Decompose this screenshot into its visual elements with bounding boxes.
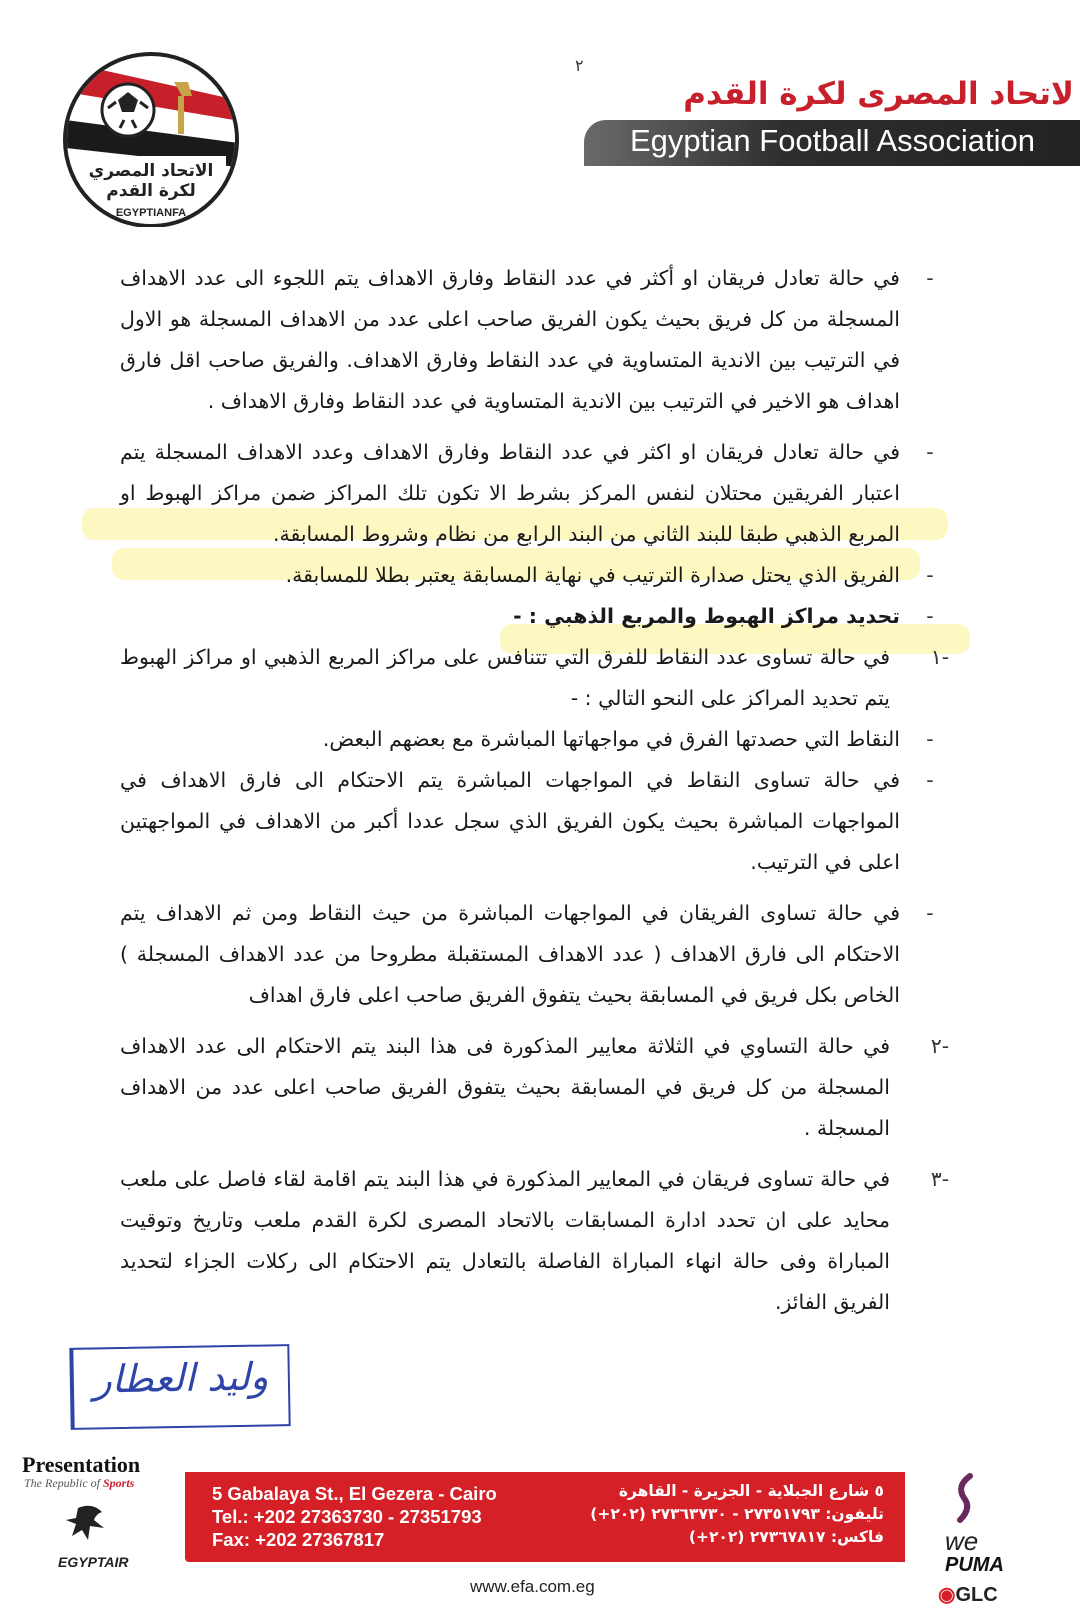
paragraph-text: في حالة تعادل فريقان او اكثر في عدد النقاط وفارق الاهداف وعدد الاهداف المسجلة يتم اعتبار الفريقين محتلان لنفس المركز بشرط الا تكون تلك المراكز ضمن مراكز الهبوط او المربع الذهبي طبقا للبند الثاني من البند الرابع من نظام وشروط المسابقة.: [120, 440, 900, 546]
list-item: [120, 1159, 950, 1323]
org-name-arabic: لاتحاد المصرى لكرة القدم: [683, 76, 1074, 112]
glc-label: GLC: [955, 1584, 998, 1606]
list-marker: -١: [930, 645, 950, 669]
paragraph-text: في حالة تساوى النقاط في المواجهات المباشرة يتم الاحتكام الى فارق الاهداف في المواجهات المباشرة بحيث يكون الفريق الذي سجل عددا أكبر من الاهداف في المواجهتين اعلى في الترتيب.: [120, 768, 900, 874]
list-marker: -: [926, 901, 934, 925]
list-item: [120, 760, 940, 883]
list-marker: -٣: [930, 1167, 950, 1191]
list-item: [120, 893, 940, 1016]
paragraph-text: الفريق الذي يحتل صدارة الترتيب في نهاية المسابقة يعتبر بطلا للمسابقة.: [285, 563, 900, 587]
logo-text-en: EGYPTIANFA: [115, 207, 187, 219]
list-item: [120, 1026, 950, 1149]
letterhead-footer: [0, 1440, 1080, 1613]
list-item: [120, 719, 940, 760]
egyptair-horus-icon: [40, 1500, 140, 1556]
paragraph-text: النقاط التي حصدتها الفرق في مواجهاتها المباشرة مع بعضهم البعض.: [322, 727, 900, 751]
sponsor-puma: PUMA: [945, 1554, 1004, 1576]
presentation-tagline-emph: Sports: [102, 1476, 135, 1490]
page-number: ٢: [575, 56, 584, 75]
we-swirl-icon: [940, 1470, 1000, 1530]
glc-dot-icon: ◉: [938, 1584, 956, 1606]
document-body: [120, 258, 950, 1323]
list-marker: -: [926, 768, 934, 792]
paragraph-text: في حالة تساوى الفريقان في المواجهات المباشرة من حيث النقاط ومن ثم الاهداف يتم الاحتكام الى فارق الاهداف ( عدد الاهداف المستقبلة مطروحا من عدد الاهداف المسجلة ) الخاص بكل فريق في المسابقة بحيث يتفوق الفريق صاحب اعلى فارق اهداف: [120, 901, 900, 1007]
sponsor-we: we: [945, 1526, 979, 1556]
org-name-english: Egyptian Football Association: [630, 123, 1035, 158]
phone-line: Tel.: +202 27363730 - 27351793: [212, 1506, 482, 1527]
egyptair-logo: EGYPTAIR: [58, 1554, 129, 1570]
address-arabic: [524, 1480, 884, 1549]
phone-line: تليفون: ٢٧٣٥١٧٩٣ - ٢٧٣٦٣٧٣٠ (٢٠٢+): [590, 1505, 884, 1523]
logo-text-ar-2: لكرة القدم: [106, 181, 196, 201]
paragraph-text: في حالة تساوى عدد النقاط للفرق التي تتنافس على مراكز المربع الذهبي او مراكز الهبوط يتم تحديد المراكز على النحو التالي : -: [120, 645, 890, 710]
list-marker: -: [926, 266, 934, 290]
fax-line: فاكس: ٢٧٣٦٧٨١٧ (٢٠٢+): [688, 1528, 884, 1546]
presentation-tagline: [24, 1476, 134, 1491]
website-link[interactable]: www.efa.com.eg: [470, 1577, 595, 1596]
paragraph-text: في حالة تساوى فريقان في المعايير المذكورة في هذا البند يتم اقامة لقاء فاصل على ملعب محايد على ان تحدد ادارة المسابقات بالاتحاد المصرى لكرة القدم ملعب وتاريخ وتوقيت المباراة وفى حالة انهاء المباراة الفاصلة بالتعادل يتم الاحتكام الى ركلات الجزاء لتحديد الفريق الفائز.: [120, 1167, 890, 1314]
list-item: [120, 432, 940, 555]
list-marker: -: [926, 604, 934, 628]
list-item: [120, 637, 950, 719]
list-item: [120, 555, 940, 596]
signature-text: وليد العطار: [92, 1354, 269, 1402]
presentation-tagline-prefix: The Republic of: [24, 1476, 100, 1490]
fax-line: Fax: +202 27367817: [212, 1529, 385, 1550]
section-heading: تحديد مراكز الهبوط والمربع الذهبي : -: [513, 604, 900, 628]
list-marker: -: [926, 440, 934, 464]
address-english: [212, 1482, 497, 1551]
paragraph-text: في حالة التساوي في الثلاثة معايير المذكورة فى هذا البند يتم الاحتكام الى عدد الاهداف المسجلة من كل فريق في المسابقة بحيث يتفوق الفريق صاحب اعلى عدد من الاهداف المسجلة .: [120, 1034, 890, 1140]
list-marker: -٢: [930, 1034, 950, 1058]
list-item: [120, 596, 940, 637]
logo-text-ar-1: الاتحاد المصري: [88, 161, 214, 181]
address-line: 5 Gabalaya St., El Gezera - Cairo: [212, 1483, 497, 1504]
sponsor-glc: [938, 1582, 998, 1607]
list-marker: -: [926, 727, 934, 751]
signature-stamp: [69, 1344, 290, 1430]
paragraph-text: في حالة تعادل فريقان او أكثر في عدد النقاط وفارق الاهداف يتم اللجوء الى عدد الاهداف المسجلة من كل فريق بحيث يكون الفريق صاحب اعلى عدد من الاهداف المسجلة هو الاول في الترتيب بين الاندية المتساوية في عدد النقاط وفارق الاهداف. والفريق صاحب اقل فارق اهداف هو الاخير في الترتيب بين الاندية المتساوية في عدد النقاط وفارق الاهداف .: [120, 266, 900, 413]
list-marker: -: [926, 563, 934, 587]
list-item: [120, 258, 940, 422]
address-line: ٥ شارع الجبلاية - الجزيرة - القاهرة: [618, 1482, 884, 1500]
egyptian-fa-logo-icon: [56, 52, 246, 227]
efa-logo: [56, 52, 246, 227]
presentation-logo: Presentation: [22, 1452, 141, 1477]
